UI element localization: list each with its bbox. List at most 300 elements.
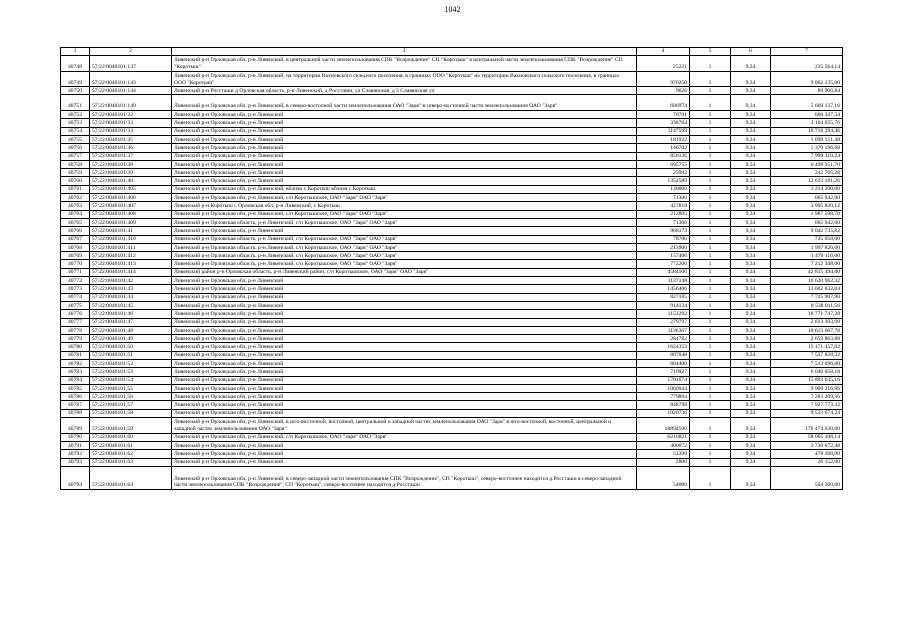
address-cell: Ливенский р-н Орловская область, р-н Ливенский, с/п Коротышское, ОАО "Заря" ОАО "Заря" <box>172 218 637 226</box>
table-row <box>61 185 843 193</box>
row-number-cell: 40786 <box>61 393 90 401</box>
cadastral-number-cell: 57:22:0040101:411 <box>90 243 172 251</box>
column-header: 3 <box>172 48 637 56</box>
area-cell: 970250 <box>637 71 690 87</box>
table-row <box>61 169 843 177</box>
area-cell: 25992 <box>637 169 690 177</box>
count-cell: 1 <box>690 127 731 135</box>
row-number-cell: 40773 <box>61 285 90 293</box>
rate-cell: 9,34 <box>731 194 771 202</box>
row-number-cell: 40769 <box>61 252 90 260</box>
address-cell: Ливенский р-н Орловская обл, р-н Ливенский <box>172 152 637 160</box>
rate-cell: 9,34 <box>731 277 771 285</box>
cadastral-number-cell: 57:22:0040101:410 <box>90 235 172 243</box>
rate-cell: 9,34 <box>731 343 771 351</box>
cadastral-number-cell: 57:22:0040101:63 <box>90 458 172 466</box>
count-cell: 1 <box>690 466 731 489</box>
row-number-cell: 40782 <box>61 359 90 367</box>
count-cell: 1 <box>690 359 731 367</box>
area-cell: 51200 <box>637 450 690 458</box>
row-number-cell: 40766 <box>61 227 90 235</box>
address-cell: Ливенский р-н Орловская обл, р-н Ливенский <box>172 310 637 318</box>
area-cell: 157400 <box>637 252 690 260</box>
area-cell: 804400 <box>637 359 690 367</box>
area-cell: 71300 <box>637 218 690 226</box>
row-number-cell: 40771 <box>61 268 90 276</box>
area-cell: 1020736 <box>637 409 690 417</box>
table-row <box>61 293 843 301</box>
table-row <box>61 235 843 243</box>
cadastral-number-cell: 57:22:0040101:47 <box>90 318 172 326</box>
count-cell: 1 <box>690 384 731 392</box>
area-cell: 827185 <box>637 293 690 301</box>
cadastral-number-cell: 57:22:0040101:48 <box>90 326 172 334</box>
address-cell: Ливенский р-н Орловская обл, р-н Ливенский <box>172 227 637 235</box>
rate-cell: 9,34 <box>731 368 771 376</box>
cadastral-value-cell: 10 620 962,32 <box>771 277 843 285</box>
cadastral-number-cell: 57:22:0040101:32 <box>90 111 172 119</box>
count-cell: 1 <box>690 433 731 441</box>
table-row <box>61 144 843 152</box>
cadastral-number-cell: 57:22:0040101:34 <box>90 127 172 135</box>
column-header: 5 <box>690 48 731 56</box>
cadastral-value-cell: 3 164 055,76 <box>771 119 843 127</box>
count-cell: 1 <box>690 235 731 243</box>
cadastral-value-cell: 176 474 630,00 <box>771 418 843 434</box>
count-cell: 1 <box>690 450 731 458</box>
area-cell: 71300 <box>637 194 690 202</box>
rate-cell: 9,34 <box>731 318 771 326</box>
cadastral-value-cell: 7 996 310,24 <box>771 152 843 160</box>
area-cell: 181922 <box>637 135 690 143</box>
row-number-cell: 40780 <box>61 343 90 351</box>
table-row <box>61 285 843 293</box>
address-cell: Ливенский р-н Орловская обл, р-н Ливенский <box>172 135 637 143</box>
row-number-cell: 40781 <box>61 351 90 359</box>
table-row <box>61 343 843 351</box>
cadastral-value-cell: 235 564,14 <box>771 56 843 72</box>
cadastral-value-cell: 2 613 303,98 <box>771 318 843 326</box>
table-row <box>61 210 843 218</box>
area-cell: 2800 <box>637 458 690 466</box>
row-number-cell: 40774 <box>61 293 90 301</box>
address-cell: Ливенский р-н Орловская обл, р-н Ливенский <box>172 441 637 449</box>
cadastral-value-cell: 6 640 058,18 <box>771 368 843 376</box>
area-cell: 400072 <box>637 441 690 449</box>
area-cell: 212805 <box>637 210 690 218</box>
table-row <box>61 95 843 111</box>
address-cell: Ливенский р-н Орловская обл, р-н Ливенский, с/п Коротышское, ОАО "Заря" ОАО "Заря" <box>172 210 637 218</box>
row-number-cell: 40777 <box>61 318 90 326</box>
address-cell: Ливенский р-н Орловская обл, р-н Ливенский <box>172 160 637 168</box>
count-cell: 1 <box>690 177 731 185</box>
column-header: 7 <box>771 48 843 56</box>
cadastral-value-cell: 660 347,34 <box>771 111 843 119</box>
count-cell: 1 <box>690 326 731 334</box>
count-cell: 1 <box>690 185 731 193</box>
cadastral-number-cell: 57:22:0040101:407 <box>90 202 172 210</box>
cadastral-value-table <box>60 47 843 490</box>
cadastral-number-cell: 57:22:0040101:149 <box>90 95 172 111</box>
row-number-cell: 40758 <box>61 160 90 168</box>
address-cell: Ливенский р-н Орловская обл, р-н Ливенский <box>172 409 637 417</box>
cadastral-number-cell: 57:22:0040101:42 <box>90 277 172 285</box>
row-number-cell: 40762 <box>61 194 90 202</box>
rate-cell: 9,34 <box>731 351 771 359</box>
cadastral-value-cell: 735 058,00 <box>771 235 843 243</box>
row-number-cell: 40789 <box>61 418 90 434</box>
cadastral-value-cell: 1 214 200,00 <box>771 185 843 193</box>
area-cell: 856136 <box>637 152 690 160</box>
row-number-cell: 40776 <box>61 310 90 318</box>
address-cell: Ливенский р-н Орловская обл, р-н Ливенский <box>172 450 637 458</box>
cadastral-number-cell: 57:22:0040101:61 <box>90 441 172 449</box>
table-row <box>61 252 843 260</box>
cadastral-number-cell: 57:22:0040101:144 <box>90 87 172 95</box>
count-cell: 1 <box>690 135 731 143</box>
cadastral-number-cell: 57:22:0040101:414 <box>90 268 172 276</box>
table-row <box>61 310 843 318</box>
cadastral-number-cell: 57:22:0040101:45 <box>90 301 172 309</box>
table-row <box>61 458 843 466</box>
area-cell: 78700 <box>637 235 690 243</box>
cadastral-value-cell: 1 470 116,00 <box>771 252 843 260</box>
rate-cell: 9,34 <box>731 177 771 185</box>
area-cell: 848798 <box>637 401 690 409</box>
row-number-cell: 40755 <box>61 135 90 143</box>
address-cell: Ливенский р-н Орловская область, р-н Ливенский, с/п Коротышское, ОАО "Заря" ОАО "Заря" <box>172 260 637 268</box>
address-cell: Ливенский р-н Орловская обл, р-н Ливенский <box>172 301 637 309</box>
cadastral-number-cell: 57:22:0040101:58 <box>90 409 172 417</box>
cadastral-number-cell: 57:22:0040101:36 <box>90 144 172 152</box>
row-number-cell: 40753 <box>61 119 90 127</box>
area-cell: 1153292 <box>637 310 690 318</box>
address-cell: Ливенский район р-н Орловская область, р-н Ливенский район, с/п Коротышское, ОАО "Заря" ОАО "Заря" <box>172 268 637 276</box>
count-cell: 1 <box>690 343 731 351</box>
row-number-cell: 40751 <box>61 95 90 111</box>
count-cell: 1 <box>690 458 731 466</box>
cadastral-value-cell: 9 909 216,96 <box>771 384 843 392</box>
row-number-cell: 40754 <box>61 127 90 135</box>
table-row <box>61 393 843 401</box>
cadastral-value-cell: 9 042 735,82 <box>771 227 843 235</box>
cadastral-value-cell: 242 765,28 <box>771 169 843 177</box>
count-cell: 1 <box>690 227 731 235</box>
area-cell: 338764 <box>637 119 690 127</box>
table-row <box>61 318 843 326</box>
table-row <box>61 466 843 489</box>
rate-cell: 9,34 <box>731 202 771 210</box>
address-cell: Ливенский р-н Орловская обл, р-н Ливенский, вблизи с Коротыш вблизи с.Коротыш <box>172 185 637 193</box>
cadastral-value-cell: 7 513 096,00 <box>771 359 843 367</box>
cadastral-value-cell: 3 736 672,48 <box>771 441 843 449</box>
cadastral-number-cell: 57:22:0040101:43 <box>90 285 172 293</box>
cadastral-value-cell: 9 062 135,00 <box>771 71 843 87</box>
rate-cell: 9,34 <box>731 458 771 466</box>
area-cell: 54000 <box>637 466 690 489</box>
rate-cell: 9,34 <box>731 169 771 177</box>
area-cell: 130000 <box>637 185 690 193</box>
cadastral-value-cell: 7 537 828,32 <box>771 351 843 359</box>
cadastral-number-cell: 57:22:0040101:41 <box>90 227 172 235</box>
address-cell: Ливенский р-н Орловская обл, р-н Ливенский, в центральной части землепользования СПК "Возрождение" СП "Коротыш" в центральной части землепользования СПК "Возрождение" СП "Коротыш" <box>172 56 637 72</box>
row-number-cell: 40767 <box>61 235 90 243</box>
cadastral-value-cell: 1 699 151,48 <box>771 135 843 143</box>
area-cell: 695755 <box>637 160 690 168</box>
row-number-cell: 40761 <box>61 185 90 193</box>
rate-cell: 9,34 <box>731 160 771 168</box>
cadastral-value-cell: 10 613 667,78 <box>771 326 843 334</box>
rate-cell: 9,34 <box>731 293 771 301</box>
rate-cell: 9,34 <box>731 111 771 119</box>
cadastral-value-cell: 478 208,00 <box>771 450 843 458</box>
count-cell: 1 <box>690 210 731 218</box>
rate-cell: 9,34 <box>731 56 771 72</box>
table-row <box>61 335 843 343</box>
rate-cell: 9,34 <box>731 326 771 334</box>
count-cell: 1 <box>690 277 731 285</box>
cadastral-number-cell: 57:22:0040101:49 <box>90 335 172 343</box>
table-row <box>61 243 843 251</box>
row-number-cell: 40791 <box>61 441 90 449</box>
address-cell: Ливенский р-н Орловская обл, р-н Ливенский <box>172 144 637 152</box>
cadastral-value-cell: 504 360,00 <box>771 466 843 489</box>
address-cell: Ливенский р-н Орловская обл, р-н Ливенский <box>172 169 637 177</box>
address-cell: Ливенский р-н Орловская обл, р-н Ливенский, в юго-восточной, восточной, центральной и западной частях землепользования ОАО "Заря" в юго-восточной, восточной, центральной и западной частях землепользования ОАО "Заря" <box>172 418 637 434</box>
table-row <box>61 359 843 367</box>
table-body <box>61 56 843 490</box>
table-row <box>61 450 843 458</box>
rate-cell: 9,34 <box>731 384 771 392</box>
rate-cell: 9,34 <box>731 235 771 243</box>
table-row <box>61 111 843 119</box>
address-cell: Ливенский р-н Орловская обл, р-н Ливенский <box>172 368 637 376</box>
area-cell: 284782 <box>637 335 690 343</box>
cadastral-number-cell: 57:22:0040101:37 <box>90 152 172 160</box>
row-number-cell: 40778 <box>61 326 90 334</box>
area-cell: 807048 <box>637 351 690 359</box>
row-number-cell: 40779 <box>61 335 90 343</box>
area-cell: 1137148 <box>637 277 690 285</box>
table-row <box>61 119 843 127</box>
count-cell: 1 <box>690 293 731 301</box>
address-cell: Ливенский р-н Орловская область, р-н Ливенский, с/п Коротышское, ОАО "Заря" ОАО "Заря" <box>172 235 637 243</box>
cadastral-number-cell: 57:22:0040101:408 <box>90 210 172 218</box>
area-cell: 279797 <box>637 318 690 326</box>
cadastral-value-cell: 2 659 863,88 <box>771 335 843 343</box>
address-cell: Ливенский р-н Орловская обл, р-н Ливенский <box>172 277 637 285</box>
row-number-cell: 40793 <box>61 458 90 466</box>
rate-cell: 9,34 <box>731 152 771 160</box>
row-number-cell: 40765 <box>61 218 90 226</box>
area-cell: 1701674 <box>637 376 690 384</box>
count-cell: 1 <box>690 376 731 384</box>
row-number-cell: 40757 <box>61 152 90 160</box>
table-row <box>61 301 843 309</box>
area-cell: 1136367 <box>637 326 690 334</box>
rate-cell: 9,34 <box>731 71 771 87</box>
rate-cell: 9,34 <box>731 144 771 152</box>
address-cell: Ливенский р-н Орловская обл, р-н Ливенский <box>172 177 637 185</box>
area-cell: 9626 <box>637 87 690 95</box>
address-cell: Ливенский р-н Орловская обл, р-н Ливенский <box>172 318 637 326</box>
cadastral-value-cell: 1 370 196,68 <box>771 144 843 152</box>
cadastral-number-cell: 57:22:0040101:53 <box>90 368 172 376</box>
table-row <box>61 441 843 449</box>
table-row <box>61 152 843 160</box>
area-cell: 18894500 <box>637 418 690 434</box>
address-cell: Ливенский р-н Орловская обл, р-н Ливенский, с/п Коротышское, ОАО "Заря" ОАО "Заря" <box>172 194 637 202</box>
rate-cell: 9,34 <box>731 185 771 193</box>
rate-cell: 9,34 <box>731 127 771 135</box>
cadastral-number-cell: 57:22:0040101:412 <box>90 252 172 260</box>
table-row <box>61 71 843 87</box>
area-cell: 1147569 <box>637 127 690 135</box>
rate-cell: 9,34 <box>731 466 771 489</box>
area-cell: 1352589 <box>637 177 690 185</box>
column-header: 4 <box>637 48 690 56</box>
cadastral-number-cell: 57:22:0040101:35 <box>90 135 172 143</box>
count-cell: 1 <box>690 285 731 293</box>
count-cell: 1 <box>690 268 731 276</box>
address-cell: Ливенский р-н Орловская обл, р-н Ливенский <box>172 119 637 127</box>
count-cell: 1 <box>690 71 731 87</box>
rate-cell: 9,34 <box>731 441 771 449</box>
row-number-cell: 40788 <box>61 409 90 417</box>
address-cell: Ливенский р-н Орловская обл, р-н Ливенский <box>172 127 637 135</box>
rate-cell: 9,34 <box>731 95 771 111</box>
cadastral-value-cell: 89 906,84 <box>771 87 843 95</box>
rate-cell: 9,34 <box>731 285 771 293</box>
area-cell: 968173 <box>637 227 690 235</box>
cadastral-number-cell: 57:22:0040101:33 <box>90 119 172 127</box>
row-number-cell: 40790 <box>61 433 90 441</box>
cadastral-number-cell: 57:22:0040101:38 <box>90 160 172 168</box>
cadastral-value-cell: 42 815 494,00 <box>771 268 843 276</box>
cadastral-value-cell: 6 498 351,70 <box>771 160 843 168</box>
table-row <box>61 433 843 441</box>
page-number: 1042 <box>444 5 461 14</box>
table-row <box>61 326 843 334</box>
address-cell: Ливенский р-н Орловская обл, р-н Ливенский <box>172 384 637 392</box>
row-number-cell: 40775 <box>61 301 90 309</box>
cadastral-value-cell: 26 152,00 <box>771 458 843 466</box>
area-cell: 772200 <box>637 260 690 268</box>
row-number-cell: 40772 <box>61 277 90 285</box>
cadastral-value-cell: 10 771 747,28 <box>771 310 843 318</box>
area-cell: 914134 <box>637 301 690 309</box>
cadastral-number-cell: 57:22:0040101:44 <box>90 293 172 301</box>
rate-cell: 9,34 <box>731 210 771 218</box>
row-number-cell: 40750 <box>61 87 90 95</box>
rate-cell: 9,34 <box>731 335 771 343</box>
table-row <box>61 202 843 210</box>
area-cell: 4584100 <box>637 268 690 276</box>
cadastral-number-cell: 57:22:0040101:39 <box>90 169 172 177</box>
column-header: 6 <box>731 48 771 56</box>
address-cell: Ливенский р-н Орловская обл, р-н Ливенский, в северо-восточной части землепользования ОАО "Заря" в северо-восточной части землепользования ОАО "Заря" <box>172 95 637 111</box>
cadastral-value-cell: 1 997 826,00 <box>771 243 843 251</box>
cadastral-value-cell: 7 725 907,90 <box>771 293 843 301</box>
rate-cell: 9,34 <box>731 260 771 268</box>
cadastral-number-cell: 57:22:0040101:406 <box>90 194 172 202</box>
count-cell: 1 <box>690 351 731 359</box>
cadastral-number-cell: 57:22:0040101:137 <box>90 56 172 72</box>
cadastral-number-cell: 57:22:0040101:57 <box>90 401 172 409</box>
cadastral-value-cell: 665 942,00 <box>771 218 843 226</box>
rate-cell: 9,34 <box>731 310 771 318</box>
rate-cell: 9,34 <box>731 218 771 226</box>
cadastral-value-cell: 7 212 348,00 <box>771 260 843 268</box>
row-number-cell: 40748 <box>61 56 90 72</box>
cadastral-value-cell: 10 718 294,46 <box>771 127 843 135</box>
table-row <box>61 87 843 95</box>
cadastral-value-cell: 12 633 181,26 <box>771 177 843 185</box>
row-number-cell: 40759 <box>61 169 90 177</box>
table-row <box>61 218 843 226</box>
count-cell: 1 <box>690 393 731 401</box>
column-header: 1 <box>61 48 90 56</box>
count-cell: 1 <box>690 418 731 434</box>
address-cell: Ливенский р-н Орловская обл, р-н Ливенский, на территории Вахновского сельского поселения, в границах ООО "Коротыш" на территории Вахновского сельского поселения, в границах ООО "Коротыш" <box>172 71 637 87</box>
count-cell: 1 <box>690 160 731 168</box>
cadastral-number-cell: 57:22:0040101:55 <box>90 384 172 392</box>
cadastral-value-cell: 13 602 832,04 <box>771 285 843 293</box>
area-cell: 1456406 <box>637 285 690 293</box>
area-cell: 6216821 <box>637 433 690 441</box>
table-row <box>61 277 843 285</box>
rate-cell: 9,34 <box>731 359 771 367</box>
address-cell: Ливенский р-н Орловская обл, р-н Ливенский <box>172 401 637 409</box>
row-number-cell: 40752 <box>61 111 90 119</box>
address-cell: Ливенский р-н Орловская обл, р-н Ливенский <box>172 285 637 293</box>
column-number-row <box>61 48 843 56</box>
rate-cell: 9,34 <box>731 119 771 127</box>
row-number-cell: 40784 <box>61 376 90 384</box>
row-number-cell: 40749 <box>61 71 90 87</box>
cadastral-value-cell: 15 893 635,16 <box>771 376 843 384</box>
address-cell: Ливенский р-н Орловская обл, р-н Ливенский <box>172 326 637 334</box>
count-cell: 1 <box>690 194 731 202</box>
table-row <box>61 194 843 202</box>
address-cell: Ливенский р-н Коротыш с Орловская обл, р-н Ливенский, с Коротыш <box>172 202 637 210</box>
address-cell: Ливенский р-н Орловская область, р-н Ливенский, с/п Коротышское, ОАО "Заря" ОАО "Заря" <box>172 243 637 251</box>
rate-cell: 9,34 <box>731 252 771 260</box>
cadastral-value-cell: 58 065 108,14 <box>771 433 843 441</box>
row-number-cell: 40785 <box>61 384 90 392</box>
cadastral-value-cell: 7 927 773,32 <box>771 401 843 409</box>
address-cell: Ливенский р-н Орловская обл, р-н Ливенский, в северо-западной части землепользования СПК "Возрождение", СП "Коротыш", северо-восточнее находится д.Россташи в северо-западной части землепользования СПК "Возрождение", СП "Коротыш", северо-восточнее находится д Россташи <box>172 466 637 489</box>
count-cell: 1 <box>690 260 731 268</box>
row-number-cell: 40787 <box>61 401 90 409</box>
column-header: 2 <box>90 48 172 56</box>
address-cell: Ливенский р-н Орловская обл, р-н Ливенский <box>172 359 637 367</box>
row-number-cell: 40756 <box>61 144 90 152</box>
cadastral-number-cell: 57:22:0040101:54 <box>90 376 172 384</box>
count-cell: 1 <box>690 243 731 251</box>
cadastral-value-cell: 1 987 598,70 <box>771 210 843 218</box>
rate-cell: 9,34 <box>731 135 771 143</box>
row-number-cell: 40783 <box>61 368 90 376</box>
count-cell: 1 <box>690 144 731 152</box>
address-cell: Ливенский р-н Орловская обл, р-н Ливенский <box>172 393 637 401</box>
count-cell: 1 <box>690 310 731 318</box>
cadastral-value-cell: 3 995 820,12 <box>771 202 843 210</box>
count-cell: 1 <box>690 87 731 95</box>
address-cell: Ливенский р-н Орловская область, р-н Ливенский, с/п Коротышское, ОАО "Заря" ОАО "Заря" <box>172 252 637 260</box>
cadastral-value-cell: 7 283 209,36 <box>771 393 843 401</box>
area-cell: 146702 <box>637 144 690 152</box>
